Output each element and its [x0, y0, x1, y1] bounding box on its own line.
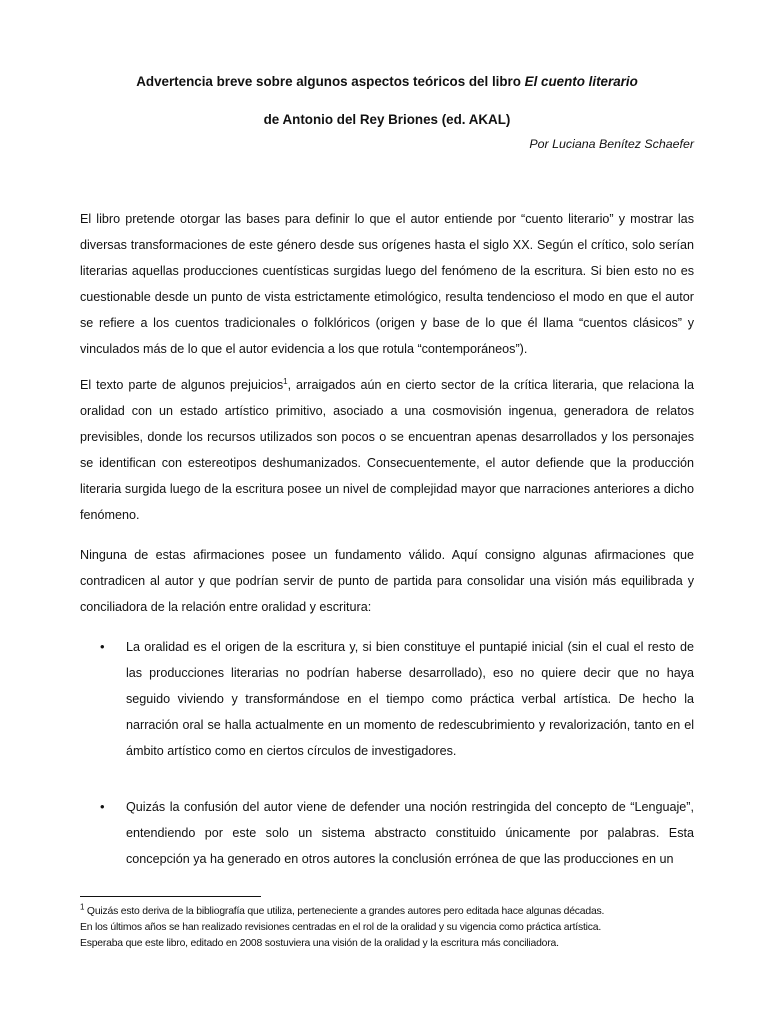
paragraph-3 — [80, 542, 694, 620]
footnote-line-1-text: Quizás esto deriva de la bibliografía que utiliza, perteneciente a grandes autores pero editada hace algunas décadas. — [84, 906, 605, 917]
footnote-separator — [80, 896, 261, 897]
author-byline: Por Luciana Benítez Schaefer — [529, 137, 694, 151]
footnote-line-2: En los últimos años se han realizado revisiones centradas en el rol de la oralidad y su vigencia como práctica artística. — [80, 922, 602, 933]
paragraph-3-text: Ninguna de estas afirmaciones posee un fundamento válido. Aquí consigno algunas afirmaciones que contradicen al autor y que podrían servir de punto de partida para consolidar una visión más equilibrada y conciliadora de la relación entre oralidad y escritura: — [80, 548, 694, 614]
footnote-line-3: Esperaba que este libro, editado en 2008 sostuviera una visión de la oralidad y la escritura más conciliadora. — [80, 938, 559, 949]
footnote — [80, 904, 694, 952]
title-line-1-text: Advertencia breve sobre algunos aspectos teóricos del libro — [136, 74, 525, 89]
paragraph-1 — [80, 206, 694, 362]
footnote-marker: 1 — [80, 902, 85, 912]
bullet-item-2-text: Quizás la confusión del autor viene de defender una noción restringida del concepto de “Lenguaje”, entendiendo por este solo un sistema abstracto constituido únicamente por palabras. Esta concepción ya ha generado en otros autores la conclusión errónea de que las producciones en un — [126, 800, 694, 866]
paragraph-1-text: El libro pretende otorgar las bases para definir lo que el autor entiende por “cuento literario” y mostrar las diversas transformaciones de este género desde sus orígenes hasta el siglo XX. Según el crítico, solo serían literarias aquellas producciones cuentísticas surgidas luego del fenómeno de la escritura. Si bien esto no es cuestionable desde un punto de vista estrictamente etimológico, resulta tendencioso el modo en que el autor se refiere a los cuentos tradicionales o folklóricos (origen y base de lo que él llama “cuentos clásicos” y vinculados más de lo que el autor evidencia a los que rotula “contemporáneos”). — [80, 212, 694, 356]
bullet-icon: • — [100, 639, 105, 654]
footnote-reference[interactable]: 1 — [283, 376, 288, 386]
paragraph-2-after: , arraigados aún en cierto sector de la crítica literaria, que relaciona la oralidad con un estado artístico primitivo, asociado a una cosmovisión ingenua, generadora de relatos previsibles, donde los recursos utilizados son pocos o se encuentran apenas desarrollados y los personajes se identifican con estereotipos deshumanizados. Consecuentemente, el autor defiende que la producción literaria surgida luego de la escritura posee un nivel de complejidad mayor que narraciones anteriores a dicho fenómeno. — [80, 378, 694, 522]
title-book-name: El cuento literario — [524, 74, 638, 89]
bullet-item-1-text: La oralidad es el origen de la escritura y, si bien constituye el puntapié inicial (sin el cual el resto de las producciones literarias no podrían haberse desarrollado), eso no quiere decir que no haya seguido viviendo y transformándose en el tiempo como práctica verbal artística. De hecho la narración oral se halla actualmente en un momento de redescubrimiento y revalorización, tanto en el ámbito artístico como en ciertos círculos de investigadores. — [126, 640, 694, 758]
footnote-line-1 — [80, 904, 694, 920]
title-line-1 — [80, 72, 694, 92]
paragraph-2-text — [80, 372, 694, 528]
paragraph-2 — [80, 372, 694, 528]
title-line-2: de Antonio del Rey Briones (ed. AKAL) — [263, 112, 511, 127]
bullet-icon: • — [100, 799, 105, 814]
paragraph-2-before: El texto parte de algunos prejuicios — [80, 378, 284, 392]
